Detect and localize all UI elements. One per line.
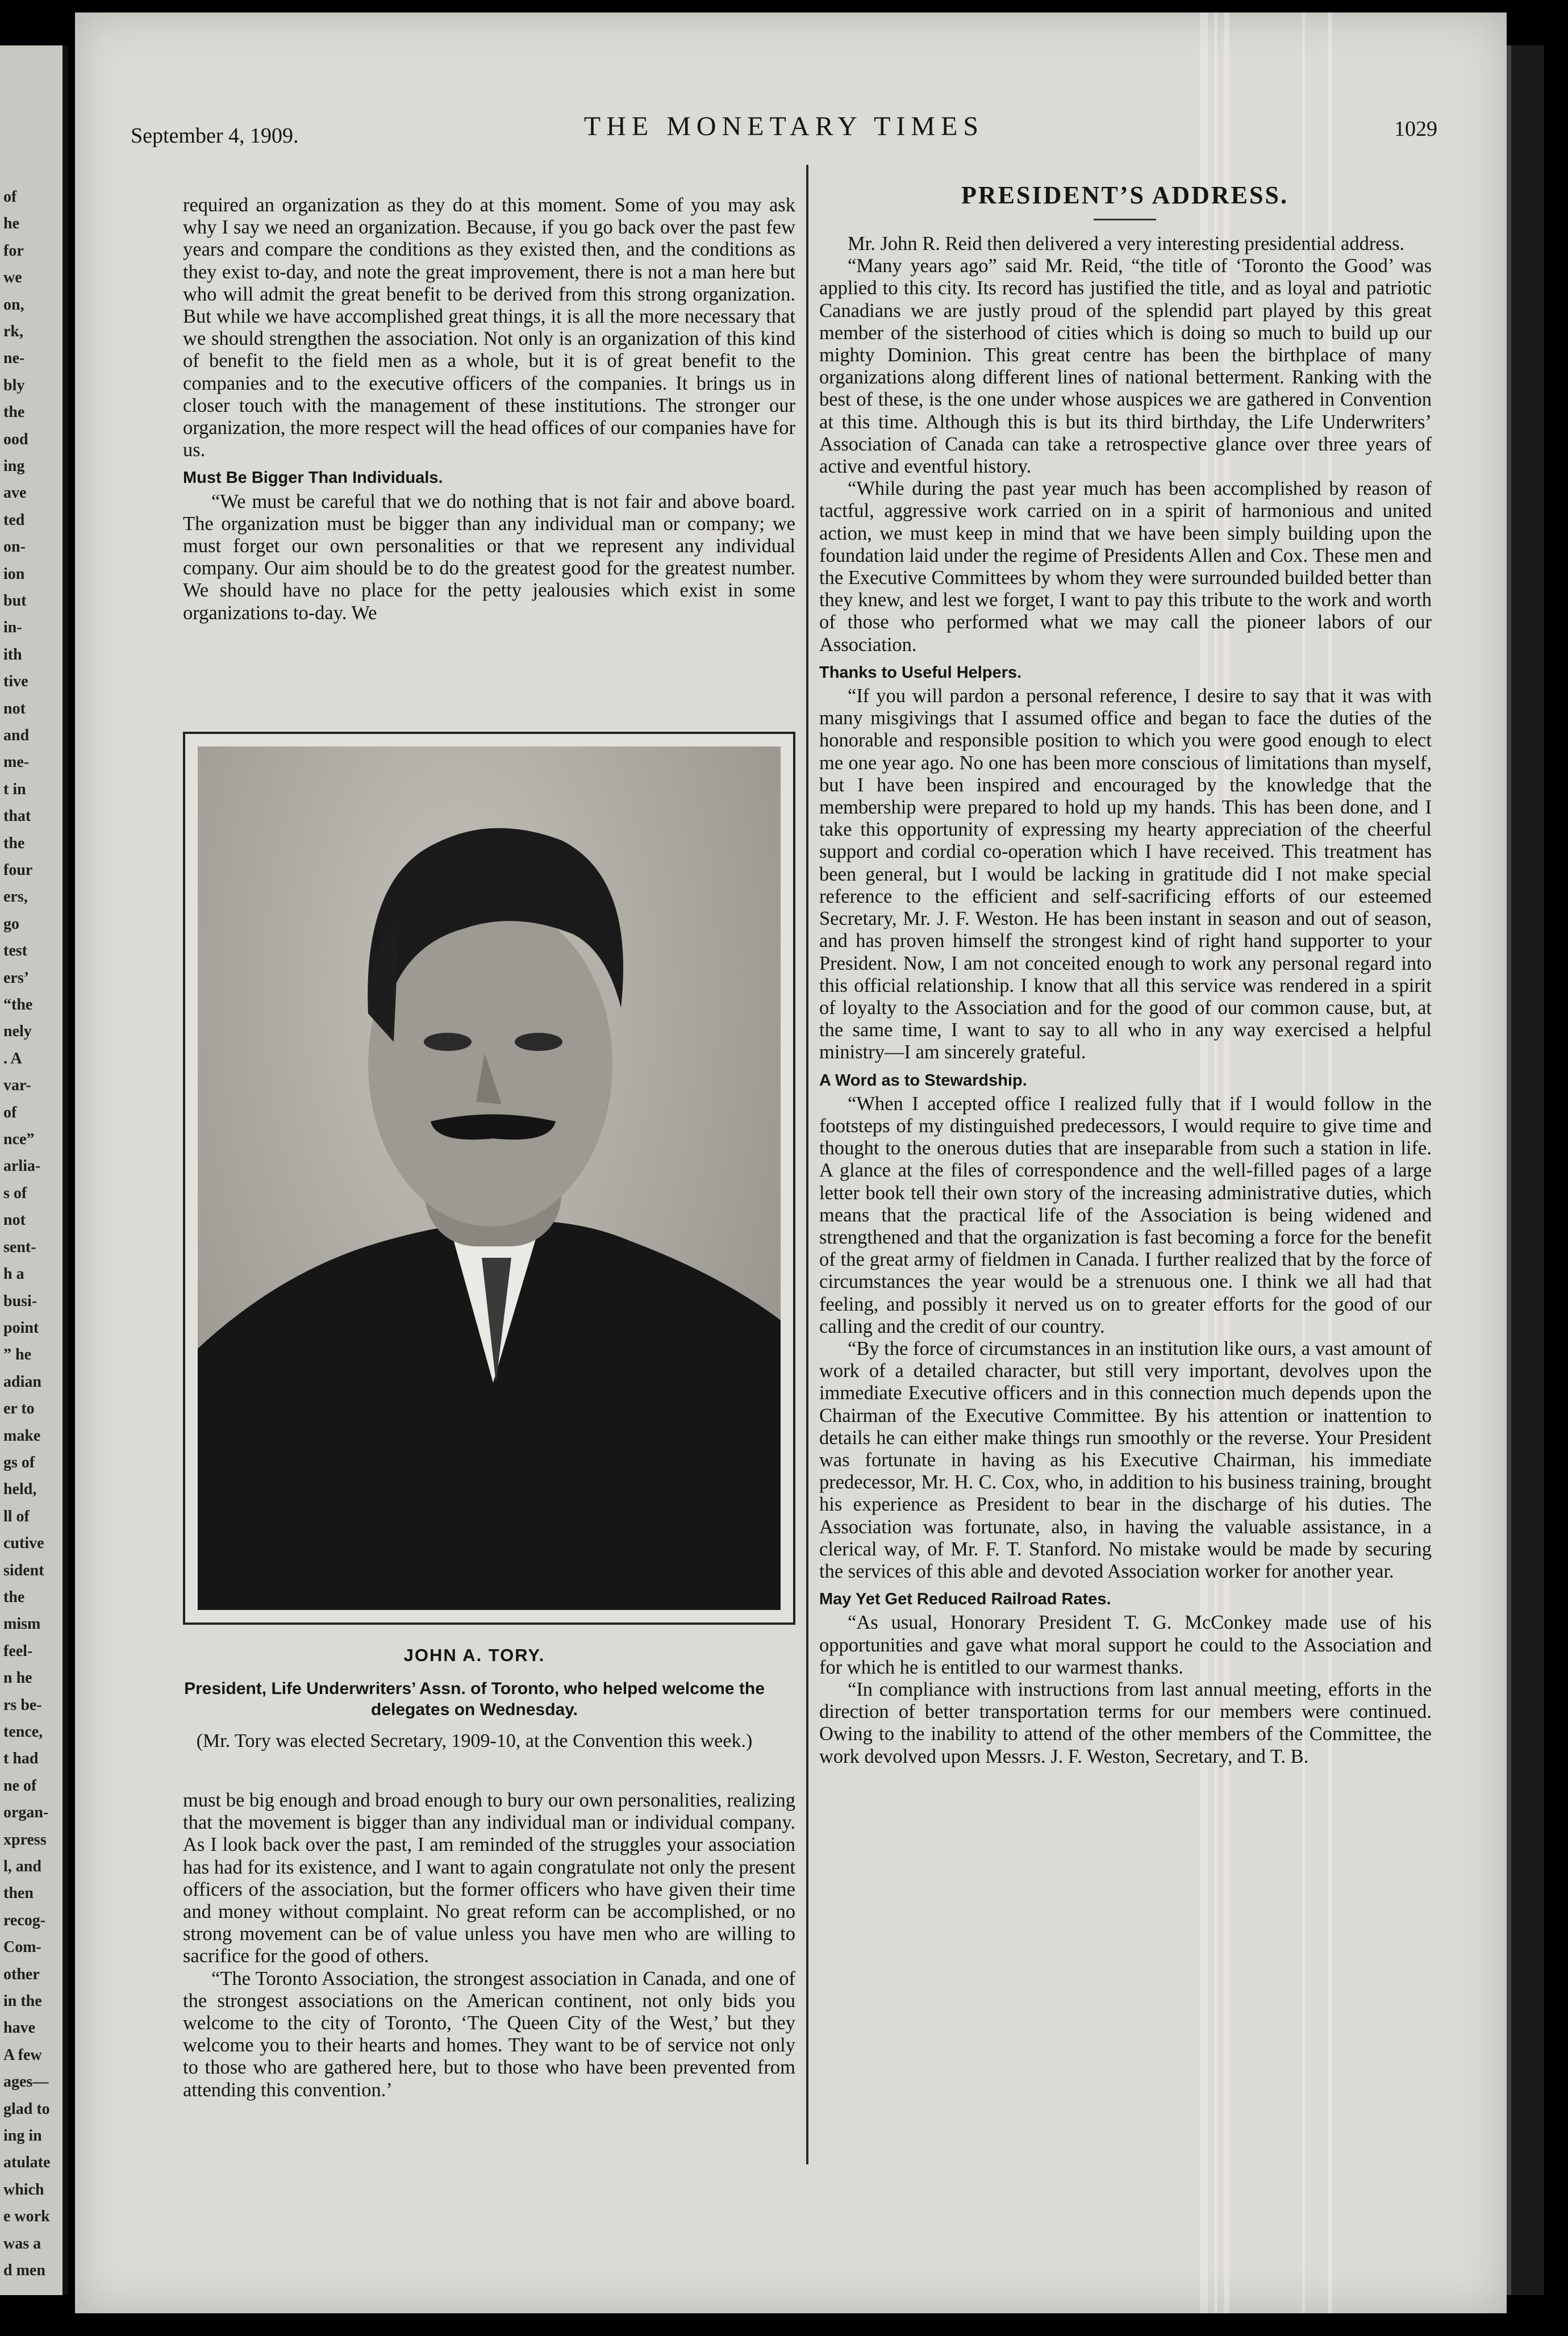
adjacent-text-fragment: glad to xyxy=(3,2100,50,2118)
adjacent-text-fragment: but xyxy=(3,592,27,610)
adjacent-text-fragment: ion xyxy=(3,565,25,583)
adjacent-text-fragment: that xyxy=(3,807,31,825)
article-paragraph: “While during the past year much has been accomplished by reason of tactful, aggressive work carried on in a spirit of harmonious and united action, we must keep in mind that we have been simply building upon the foundation laid under the regime of Presidents Allen and Cox. These men and the Executive Committees by whom they were surrounded builded better than they knew, and lest we forget, I want to pay this tribute to the work and worth of those who performed what we may call the pioneer labors of our Association. xyxy=(819,478,1432,656)
adjacent-text-fragment: var- xyxy=(3,1077,31,1094)
adjacent-text-fragment: A few xyxy=(3,2046,42,2064)
adjacent-text-fragment: the xyxy=(3,403,25,421)
adjacent-text-fragment: xpress xyxy=(3,1831,47,1849)
adjacent-text-fragment: e work xyxy=(3,2208,50,2225)
adjacent-text-fragment: test xyxy=(3,942,27,960)
adjacent-text-fragment: for xyxy=(3,242,24,260)
section-heading: PRESIDENT’S ADDRESS. xyxy=(961,181,1288,209)
right-column xyxy=(819,233,1432,1768)
column-divider xyxy=(806,165,808,2164)
article-paragraph: “As usual, Honorary President T. G. McConkey made use of his opportunities and gave what moral support he could to the Association and for which he is entitled to our warmest thanks. xyxy=(819,1612,1432,1678)
adjacent-text-fragment: ” he xyxy=(3,1346,31,1363)
article-paragraph: must be big enough and broad enough to bury our own personalities, realizing that the movement is bigger than any individual man or individual company. As I look back over the past, I am reminded of the struggles your association has had for its existence, and I want to again congratulate not only the present officers of the association, but the former officers who have given their time and money without complaint. No great reform can be accomplished, or no strong movement can be of value unless you have men who are willing to sacrifice for the good of others. xyxy=(183,1789,795,1967)
adjacent-text-fragment: of xyxy=(3,188,17,206)
article-paragraph: “The Toronto Association, the strongest association in Canada, and one of the strongest associations on the American continent, not only bids you welcome to the city of Toronto, ‘The Queen City of the West,’ but they welcome you to their hearts and homes. They want to be of service not only to those who are gathered here, but to those who have been prevented from attending this convention.’ xyxy=(183,1967,795,2101)
adjacent-text-fragment: on, xyxy=(3,296,24,314)
adjacent-text-fragment: n he xyxy=(3,1669,32,1687)
adjacent-text-fragment: er to xyxy=(3,1400,35,1417)
adjacent-text-fragment: Com- xyxy=(3,1938,41,1956)
adjacent-text-fragment: mism xyxy=(3,1615,41,1633)
adjacent-text-fragment: ers, xyxy=(3,888,28,906)
article-paragraph: “We must be careful that we do nothing that is not fair and above board. The organization must be bigger than any individual man or company; we must forget our own personalities or that we represent any individual company. Our aim should be to do the greatest good for the greatest number. We should have no place for the petty jealousies which exist in some organizations to-day. We xyxy=(183,490,795,624)
adjacent-text-fragment: organ- xyxy=(3,1804,49,1821)
adjacent-text-fragment: adian xyxy=(3,1373,41,1391)
adjacent-text-fragment: make xyxy=(3,1427,41,1445)
adjacent-text-fragment: four xyxy=(3,861,33,879)
page-header xyxy=(131,111,1437,156)
adjacent-text-fragment: tence, xyxy=(3,1723,43,1741)
photo-caption-note: (Mr. Tory was elected Secretary, 1909-10, at the Convention this week.) xyxy=(196,1730,753,1751)
adjacent-page-edge xyxy=(0,45,68,2295)
adjacent-text-fragment: not xyxy=(3,1211,26,1229)
adjacent-text-fragment: ll of xyxy=(3,1508,30,1525)
header-date: September 4, 1909. xyxy=(131,124,299,148)
photo-caption-name: JOHN A. TORY. xyxy=(403,1645,545,1665)
adjacent-text-fragment: point xyxy=(3,1319,39,1337)
photo-caption-description: President, Life Underwriters’ Assn. of Toronto, who helped welcome the delegates on Wednesday. xyxy=(184,1679,765,1719)
left-column-top xyxy=(183,194,795,624)
adjacent-text-fragment: recog- xyxy=(3,1912,46,1929)
adjacent-text-fragment: in the xyxy=(3,1992,42,2010)
left-column-bottom xyxy=(183,1789,795,2101)
adjacent-text-fragment: l, and xyxy=(3,1858,41,1875)
adjacent-text-fragment: rs be- xyxy=(3,1696,42,1714)
adjacent-text-fragment: in- xyxy=(3,619,22,636)
section-subhead: Must Be Bigger Than Individuals. xyxy=(183,469,443,487)
adjacent-text-fragment: the xyxy=(3,1588,25,1606)
page-binding-edge xyxy=(1507,45,1544,2295)
adjacent-text-fragment: ing xyxy=(3,457,25,475)
portrait-photo-frame xyxy=(183,732,795,1625)
adjacent-text-fragment: we xyxy=(3,269,22,286)
adjacent-text-fragment: and xyxy=(3,727,30,744)
heading-rule xyxy=(1094,219,1156,220)
adjacent-text-fragment: . A xyxy=(3,1050,22,1067)
adjacent-text-fragment: have xyxy=(3,2019,35,2037)
portrait-figure xyxy=(198,746,781,1610)
adjacent-text-fragment: he xyxy=(3,215,19,232)
adjacent-text-fragment: bly xyxy=(3,377,25,394)
adjacent-text-fragment: ers’ xyxy=(3,969,30,987)
adjacent-text-fragment: ood xyxy=(3,431,28,448)
adjacent-text-fragment: ave xyxy=(3,484,27,502)
adjacent-text-fragment: “the xyxy=(3,996,33,1013)
adjacent-text-fragment: ne- xyxy=(3,349,25,367)
adjacent-text-fragment: the xyxy=(3,835,25,852)
adjacent-text-fragment: nce” xyxy=(3,1131,35,1148)
adjacent-text-fragment: not xyxy=(3,700,26,718)
adjacent-text-fragment: tive xyxy=(3,673,28,690)
section-subhead: May Yet Get Reduced Railroad Rates. xyxy=(819,1590,1111,1609)
article-paragraph: “If you will pardon a personal reference, I desire to say that it was with many misgivings that I assumed office and began to face the duties of the honorable and responsible position to which you were good enough to elect me one year ago. No one has been more conscious of limitations than myself, but I have been inspired and encouraged by the knowledge that the membership were prepared to hold up my hands. This has been done, and I take this opportunity of expressing my hearty appreciation of the cheerful support and cordial co-operation which I have received. This treatment has been general, but I would be lacking in gratitude did I not make special reference to the efficient and self-sacrificing efforts of our esteemed Secretary, Mr. J. F. Weston. He has been instant in season and out of season, and has proven himself the strongest kind of right hand supporter to your President. Now, I am not conceited enough to work any personal regard into this official relationship. I know that all this service was rendered in a spirit of loyalty to the Association and for the good of our common cause, but, at the same time, I want to say to all who in any way exercised a helpful ministry—I am sincerely grateful. xyxy=(819,685,1432,1063)
article-paragraph: required an organization as they do at this moment. Some of you may ask why I say we need an organization. Because, if you go back over the past few years and compare the conditions as they existed then, and the conditions as they exist to-day, and note the great improvement, there is not a man here but who will admit the great benefit to be derived from this strong organization. But while we have accomplished great things, it is all the more necessary that we should strengthen the association. Not only is an organization of this kind of benefit to the field men as a whole, but it is of great benefit to the companies and to the executive officers of the companies. It brings us in closer touch with the management of these institutions. The stronger our organization, the more respect will the head offices of our companies have for us. xyxy=(183,194,795,461)
article-paragraph: “Many years ago” said Mr. Reid, “the title of ‘Toronto the Good’ was applied to this city. Its record has justified the title, and as loyal and patriotic Canadians we are justly proud of the splendid part played by this great member of the sisterhood of cities which is doing so much to build up our mighty Dominion. This great centre has been the birthplace of many organizations along different lines of national betterment. Ranking with the best of these, is the one under whose auspices we are gathered in Convention at this time. Although this is but its third birthday, the Life Underwriters’ Association of Canada can take a retrospective glance over three years of active and eventful history. xyxy=(819,255,1432,478)
adjacent-text-fragment: which xyxy=(3,2181,44,2199)
adjacent-text-fragment: arlia- xyxy=(3,1157,41,1175)
adjacent-text-fragment: gs of xyxy=(3,1454,35,1471)
page-number: 1029 xyxy=(1394,117,1437,141)
adjacent-text-fragment: ages— xyxy=(3,2073,49,2091)
adjacent-text-fragment: nely xyxy=(3,1023,32,1040)
adjacent-text-fragment: ith xyxy=(3,646,22,664)
adjacent-text-fragment: me- xyxy=(3,753,30,771)
adjacent-text-fragment: h a xyxy=(3,1265,24,1283)
adjacent-text-fragment: other xyxy=(3,1966,40,1983)
article-paragraph: Mr. John R. Reid then delivered a very interesting presidential address. xyxy=(848,233,1405,255)
article-paragraph: “By the force of circumstances in an institution like ours, a vast amount of work of a detailed character, but still very important, devolves upon the immediate Executive officers and in this connection much depends upon the Chairman of the Executive Committee. By his attention or inattention to details he can either make things run smoothly or the reverse. Your President was fortunate in having as his Executive Chairman, his immediate predecessor, Mr. H. C. Cox, who, in addition to his business training, brought his experience as President to bear in the discharge of his duties. The Association was fortunate, also, in having the valuable assistance, in a clerical way, of Mr. F. T. Stanford. No mistake would be made by securing the services of this able and devoted Association worker for another year. xyxy=(819,1337,1432,1582)
adjacent-text-fragment: t had xyxy=(3,1750,39,1767)
adjacent-text-fragment: held, xyxy=(3,1480,37,1498)
adjacent-text-fragment: t in xyxy=(3,781,26,798)
adjacent-text-fragment: feel- xyxy=(3,1642,33,1660)
adjacent-text-fragment: was a xyxy=(3,2235,41,2252)
adjacent-text-fragment: rk, xyxy=(3,323,23,340)
adjacent-text-fragment: ing in xyxy=(3,2127,42,2145)
adjacent-text-fragment: sent- xyxy=(3,1238,36,1256)
adjacent-text-fragment: ne of xyxy=(3,1777,37,1795)
adjacent-text-fragment: go xyxy=(3,915,19,933)
adjacent-text-fragment: ted xyxy=(3,511,25,529)
adjacent-text-fragment: sident xyxy=(3,1562,44,1579)
adjacent-text-fragment: on- xyxy=(3,538,26,556)
publication-title: THE MONETARY TIMES xyxy=(583,111,985,141)
adjacent-text-fragment: d men xyxy=(3,2262,45,2279)
section-subhead: Thanks to Useful Helpers. xyxy=(819,663,1022,682)
adjacent-text-fragment: s of xyxy=(3,1184,27,1202)
portrait-photo xyxy=(198,746,781,1610)
adjacent-text-fragment: cutive xyxy=(3,1534,44,1552)
adjacent-text-fragment: of xyxy=(3,1104,17,1121)
section-subhead: A Word as to Stewardship. xyxy=(819,1071,1027,1090)
adjacent-text-fragment: then xyxy=(3,1884,34,1902)
article-paragraph: “When I accepted office I realized fully that if I would follow in the footsteps of my distinguished predecessors, I would require to give time and thought to the onerous duties that are inseparable from such a station in life. A glance at the files of correspondence and the well-filled pages of a large letter book tell their own story of the increasing administrative duties, which means that the practical life of the Association is being widened and strengthened and that the organization is fast becoming a force for the benefit of the great army of fieldmen in Canada. I further realized that by the force of circumstances the year would be a strenuous one. I think we all had that feeling, and possibly it nerved us on to greater efforts for the good of our calling and the credit of our country. xyxy=(819,1092,1432,1337)
article-paragraph: “In compliance with instructions from last annual meeting, efforts in the direction of better transportation terms for our members were continued. Owing to the inability to attend of the other members of the Committee, the work devolved upon Messrs. J. F. Weston, Secretary, and T. B. xyxy=(819,1679,1432,1767)
adjacent-text-fragment: busi- xyxy=(3,1292,37,1310)
adjacent-text-fragment: atulate xyxy=(3,2154,51,2171)
